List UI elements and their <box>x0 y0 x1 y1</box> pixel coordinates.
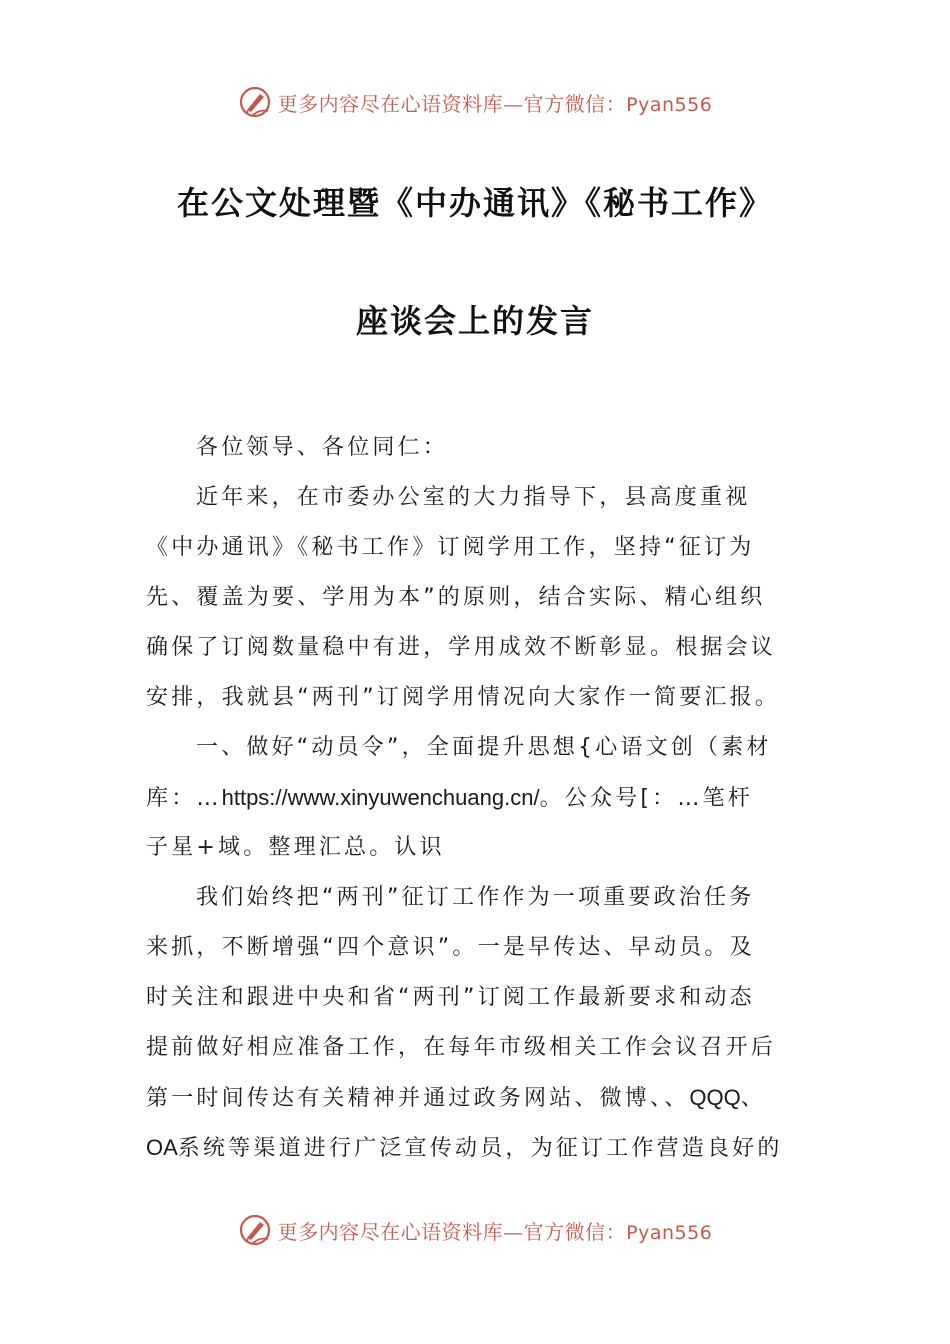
document-title-line-1: 在公文处理暨《中办通讯》《秘书工作》 <box>176 184 773 222</box>
document-title-line-2: 座谈会上的发言 <box>355 302 594 340</box>
paragraph-line: 安排，我就县“两刊”订阅学用情况向大家作一简要汇报。 <box>146 685 780 710</box>
pen-logo-icon <box>238 85 272 119</box>
paragraph-line: 先、覆盖为要、学用为本”的原则，结合实际、精心组织 <box>146 585 766 610</box>
footer-watermark <box>0 1210 950 1250</box>
section-heading-line: 一、做好“动员令”，全面提升思想{心语文创（素材 <box>196 735 772 760</box>
document-body <box>146 423 806 1173</box>
paragraph-line: 提前做好相应准备工作，在每年市级相关工作会议召开后 <box>146 1035 777 1060</box>
watermark-text: 更多内容尽在心语资料库—官方微信：Pyan556 <box>277 91 713 116</box>
paragraph-line: 近年来，在市委办公室的大力指导下，县高度重视 <box>196 485 751 510</box>
paragraph-line: 时关注和跟进中央和省“两刊”订阅工作最新要求和动态 <box>146 985 755 1010</box>
paragraph-line: 确保了订阅数量稳中有进，学用成效不断彰显。根据会议 <box>146 635 777 660</box>
header-watermark <box>0 82 950 122</box>
paragraph-line: 第一时间传达有关精神并通过政务网站、微博、、QQQ、 <box>146 1085 766 1111</box>
paragraph-line: 我们始终把“两刊”征订工作作为一项重要政治任务 <box>196 885 755 910</box>
pen-logo-icon <box>238 1213 272 1247</box>
paragraph-line: 库：…https://www.xinyuwenchuang.cn/。公众号[：…笔杆 <box>146 785 753 811</box>
paragraph-line: OA系统等渠道进行广泛宣传动员，为征订工作营造良好的 <box>146 1135 783 1161</box>
watermark-text: 更多内容尽在心语资料库—官方微信：Pyan556 <box>277 1219 713 1244</box>
paragraph-line: 子星+域。整理汇总。认识 <box>146 835 445 860</box>
source-url: https://www.xinyuwenchuang.cn/ <box>221 785 540 810</box>
paragraph-line: 来抓，不断增强“四个意识”。一是早传达、早动员。及 <box>146 935 755 960</box>
salutation: 各位领导、各位同仁： <box>196 435 449 460</box>
paragraph-line: 《中办通讯》《秘书工作》订阅学用工作，坚持“征订为 <box>146 535 755 560</box>
